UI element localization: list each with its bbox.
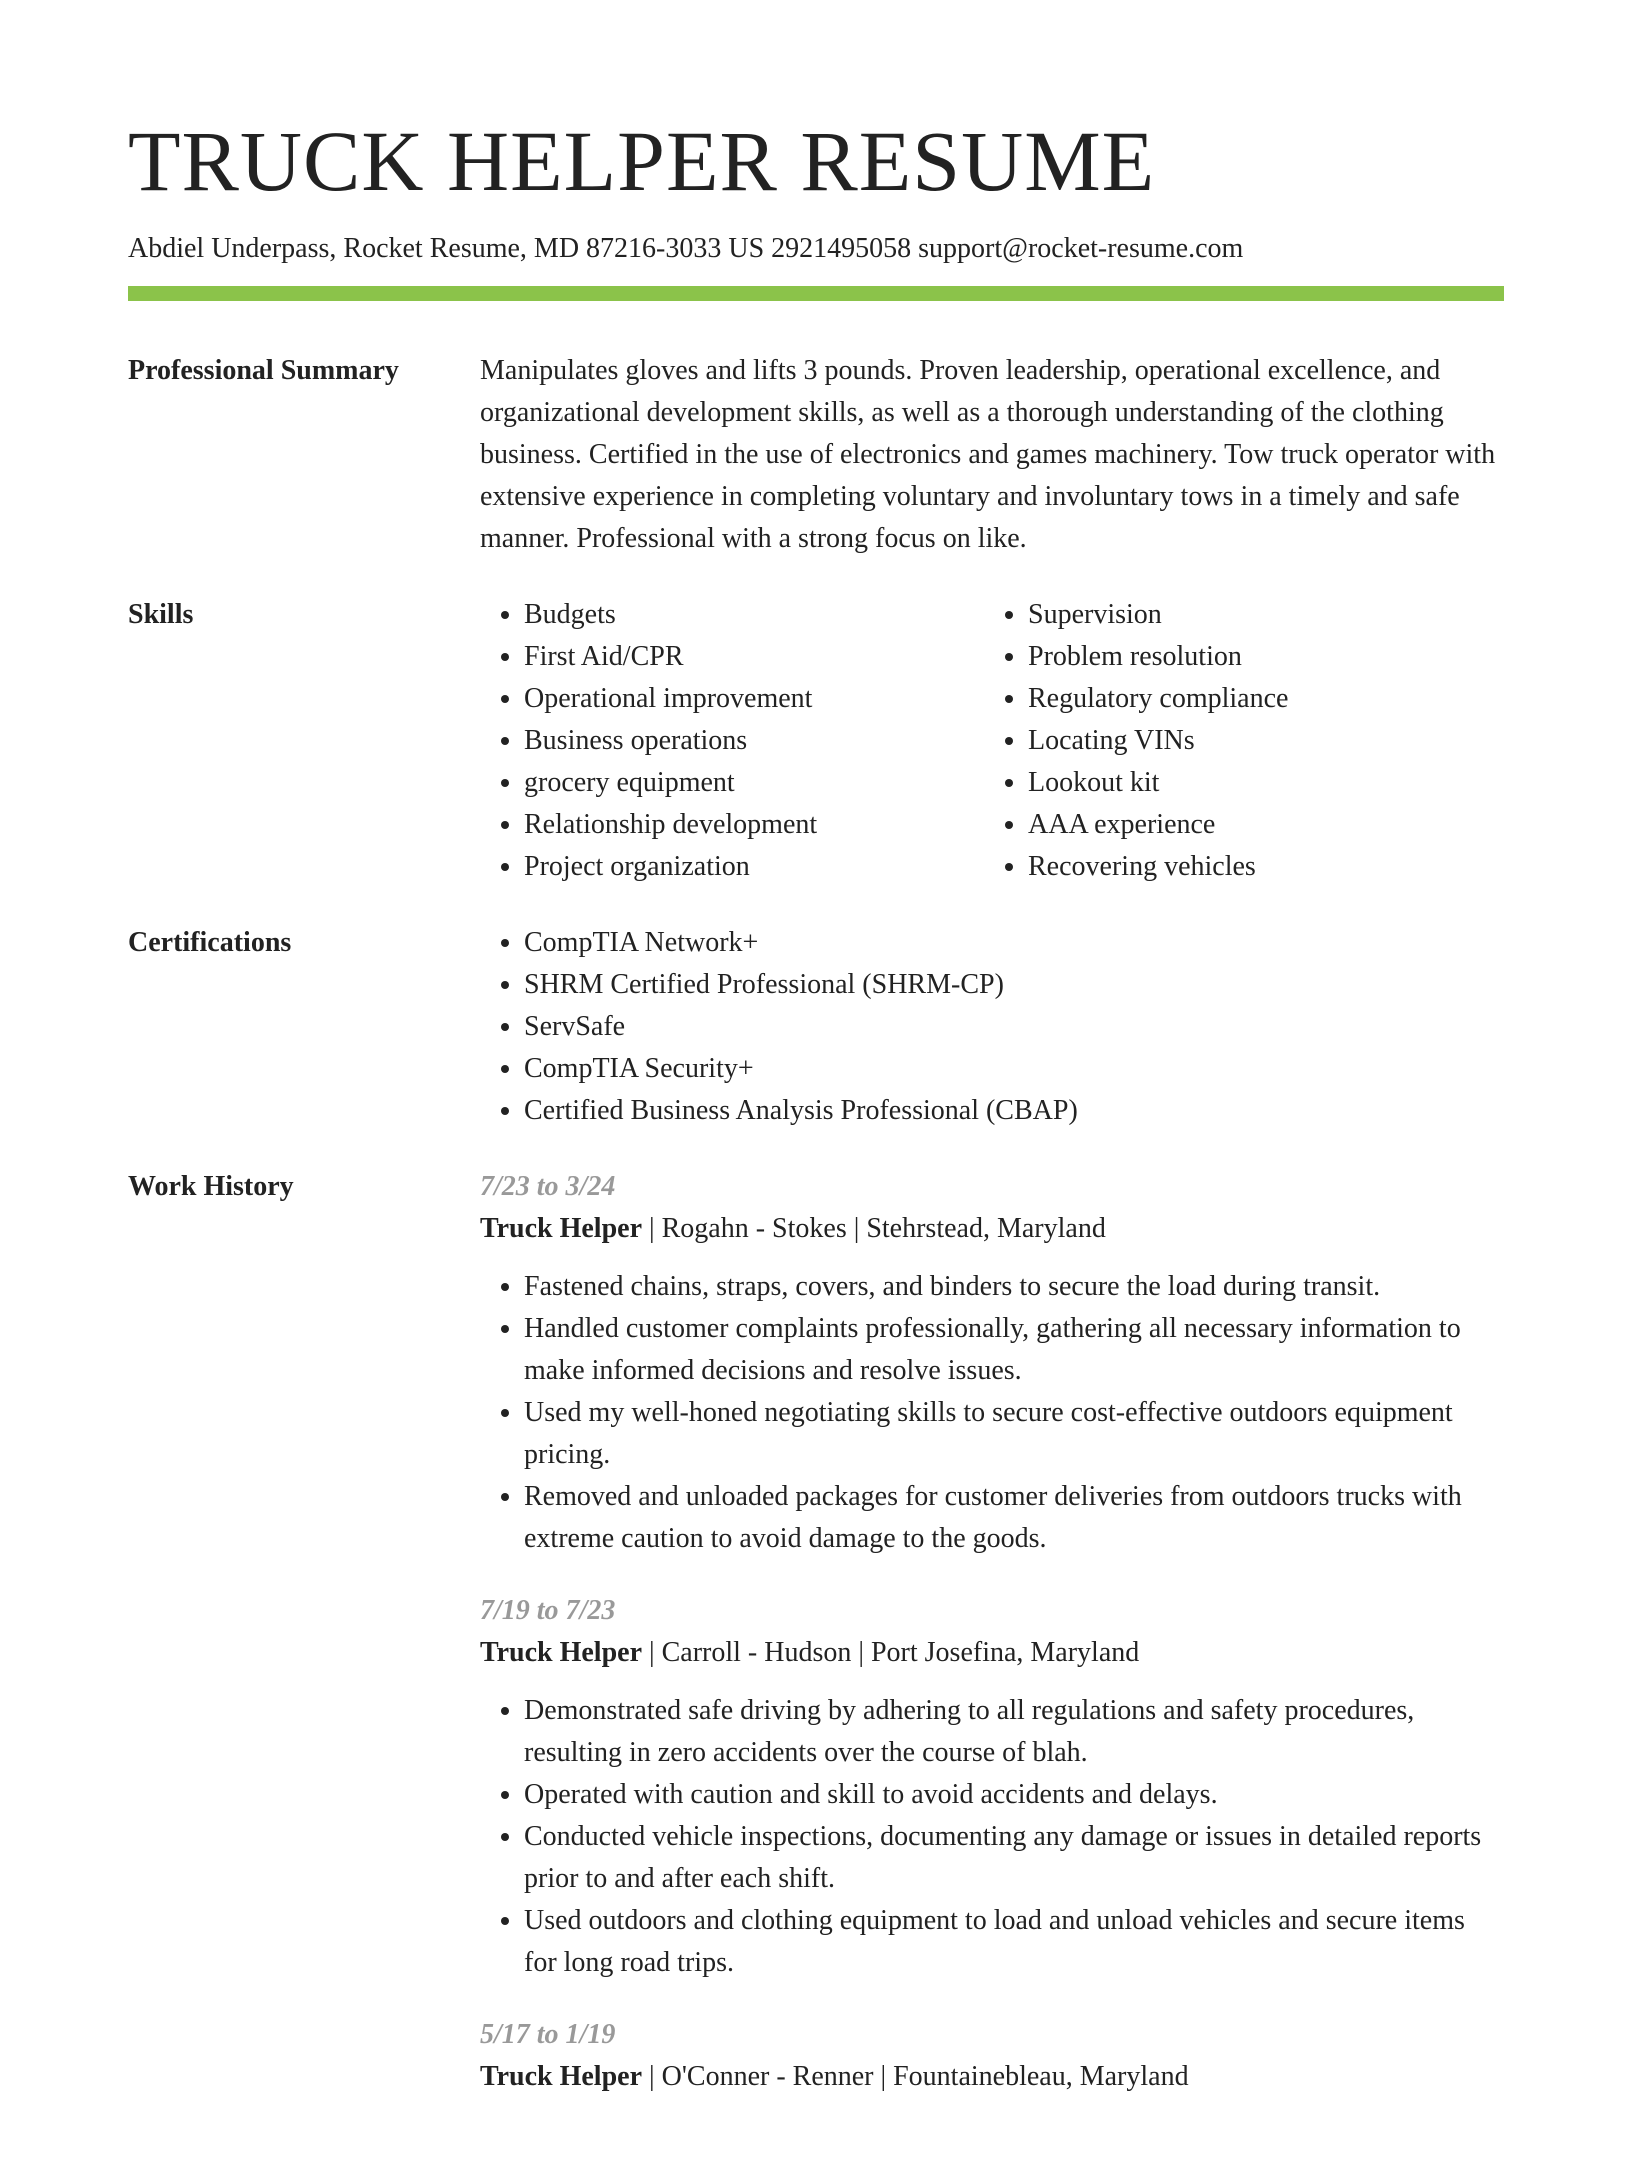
job-details: | Carroll - Hudson | Port Josefina, Maryland (642, 1637, 1140, 1668)
job-title: Truck Helper (480, 1213, 643, 1244)
job-bullet: • Handled customer complaints professionally, gathering all necessary information to make informed decisions and resolve issues. (524, 1308, 1504, 1392)
certification-item: • CompTIA Security+ (524, 1048, 1504, 1090)
skill-item: • Operational improvement (524, 678, 984, 720)
skill-item: • Lookout kit (1028, 762, 1488, 804)
skill-item: • First Aid/CPR (524, 636, 984, 678)
section-label-certifications: Certifications (128, 927, 292, 958)
resume-sections (128, 350, 1504, 2162)
job-bullet: • Used outdoors and clothing equipment to load and unload vehicles and secure items for long road trips. (524, 1900, 1504, 1984)
job-header (480, 2056, 1504, 2098)
skill-item: • Supervision (1028, 594, 1488, 636)
header-divider (128, 286, 1504, 301)
job-bullet: • Demonstrated safe driving by adhering to all regulations and safety procedures, resulting in zero accidents over the course of blah. (524, 1690, 1504, 1774)
certification-item: • SHRM Certified Professional (SHRM-CP) (524, 964, 1504, 1006)
certifications-section (128, 922, 1504, 1132)
job-bullet: • Operated with caution and skill to avoid accidents and delays. (524, 1774, 1504, 1816)
skill-item: • Project organization (524, 846, 984, 888)
work-history-section (128, 1166, 1504, 2128)
skill-item: • Budgets (524, 594, 984, 636)
section-label-skills: Skills (128, 599, 194, 630)
job-dates: 7/23 to 3/24 (480, 1171, 616, 1202)
job-title: Truck Helper (480, 2061, 643, 2092)
section-label-summary: Professional Summary (128, 355, 399, 386)
section-label-work-history: Work History (128, 1171, 294, 1202)
certification-item: • Certified Business Analysis Professional (CBAP) (524, 1090, 1504, 1132)
skill-item: • Locating VINs (1028, 720, 1488, 762)
job-bullet: • Conducted vehicle inspections, documenting any damage or issues in detailed reports prior to and after each shift. (524, 1816, 1504, 1900)
job-dates: 5/17 to 1/19 (480, 2019, 616, 2050)
professional-summary-section (128, 350, 1504, 560)
resume-title: TRUCK HELPER RESUME (128, 113, 1156, 209)
job-dates: 7/19 to 7/23 (480, 1595, 616, 1626)
skill-item: • grocery equipment (524, 762, 984, 804)
skill-item: • Problem resolution (1028, 636, 1488, 678)
skill-item: • Regulatory compliance (1028, 678, 1488, 720)
skill-item: • AAA experience (1028, 804, 1488, 846)
contact-line: Abdiel Underpass, Rocket Resume, MD 87216-3033 US 2921495058 support@rocket-resume.com (128, 233, 1244, 264)
skills-list-column-2 (984, 594, 1488, 888)
skill-item: • Recovering vehicles (1028, 846, 1488, 888)
certification-item: • CompTIA Network+ (524, 922, 1504, 964)
job-bullets (480, 1266, 1504, 1560)
job-header (480, 1208, 1504, 1250)
job-bullet: • Used my well-honed negotiating skills to secure cost-effective outdoors equipment pricing. (524, 1392, 1504, 1476)
certifications-list (480, 922, 1504, 1132)
skill-item: • Business operations (524, 720, 984, 762)
skills-list-column-1 (480, 594, 984, 888)
job-header (480, 1632, 1504, 1674)
summary-text: Manipulates gloves and lifts 3 pounds. Proven leadership, operational excellence, and organizational development skills, as well as a thorough understanding of the clothing business. Certified in the use of electronics and games machinery. Tow truck operator with extensive experience in completing voluntary and involuntary tows in a timely and safe manner. Professional with a strong focus on like. (480, 355, 1496, 554)
job-bullet: • Removed and unloaded packages for customer deliveries from outdoors trucks with extreme caution to avoid damage to the goods. (524, 1476, 1504, 1560)
job-details: | O'Conner - Renner | Fountainebleau, Maryland (642, 2061, 1189, 2092)
job-bullets (480, 1690, 1504, 1984)
skills-section (128, 594, 1504, 888)
job-title: Truck Helper (480, 1637, 643, 1668)
skill-item: • Relationship development (524, 804, 984, 846)
job-bullet: • Fastened chains, straps, covers, and binders to secure the load during transit. (524, 1266, 1504, 1308)
job-entry (480, 1166, 1504, 1560)
job-entry (480, 1590, 1504, 1984)
job-details: | Rogahn - Stokes | Stehrstead, Maryland (642, 1213, 1106, 1244)
job-entry (480, 2014, 1504, 2098)
certification-item: • ServSafe (524, 1006, 1504, 1048)
